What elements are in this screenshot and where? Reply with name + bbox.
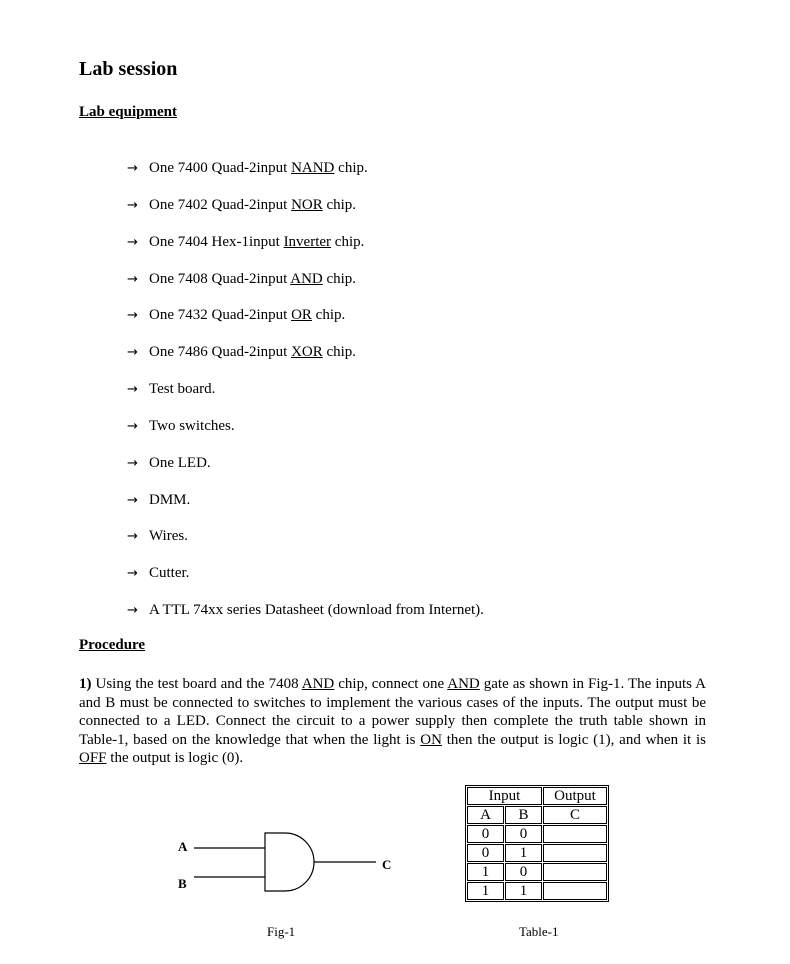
equipment-item-nand: → One 7400 Quad-2input NAND chip. — [127, 156, 484, 193]
figure-caption: Fig-1 — [267, 924, 296, 939]
column-a-header: A — [467, 806, 504, 824]
equipment-item-or: → One 7432 Quad-2input OR chip. — [127, 303, 484, 340]
equipment-item-nor: → One 7402 Quad-2input NOR chip. — [127, 193, 484, 230]
table-row — [467, 844, 607, 862]
arrow-icon: → — [127, 197, 138, 213]
equipment-item-wires: → Wires. — [127, 524, 484, 561]
table-row — [467, 825, 607, 843]
cell-a: 0 — [467, 825, 504, 843]
equipment-list — [127, 156, 484, 635]
arrow-icon: → — [127, 566, 138, 582]
and-gate-figure — [160, 820, 400, 910]
arrow-icon: → — [127, 271, 138, 287]
procedure-heading: Procedure — [79, 637, 146, 653]
equipment-item-datasheet: → A TTL 74xx series Datasheet (download from Internet). — [127, 598, 484, 635]
equipment-item-cutter: → Cutter. — [127, 561, 484, 598]
arrow-icon: → — [127, 418, 138, 434]
table-row — [467, 882, 607, 900]
equipment-item-inverter: → One 7404 Hex-1input Inverter chip. — [127, 230, 484, 267]
arrow-icon: → — [127, 382, 138, 398]
arrow-icon: → — [127, 529, 138, 545]
equipment-item-and: → One 7408 Quad-2input AND chip. — [127, 267, 484, 304]
cell-b: 0 — [505, 825, 542, 843]
arrow-icon: → — [127, 492, 138, 508]
table-row — [467, 863, 607, 881]
arrow-icon: → — [127, 345, 138, 361]
and-gate-symbol — [265, 833, 314, 891]
cell-a: 1 — [467, 863, 504, 881]
cell-b: 1 — [505, 844, 542, 862]
truth-table — [465, 785, 609, 902]
table-caption: Table-1 — [519, 924, 559, 939]
page-title: Lab session — [79, 58, 178, 80]
arrow-icon: → — [127, 308, 138, 324]
column-c-header: C — [543, 806, 607, 824]
arrow-icon: → — [127, 161, 138, 176]
arrow-icon: → — [127, 455, 138, 471]
arrow-icon: → — [127, 234, 138, 250]
cell-a: 0 — [467, 844, 504, 862]
input-group-header: Input — [467, 787, 542, 805]
equipment-item-dmm: → DMM. — [127, 488, 484, 525]
lab-equipment-heading: Lab equipment — [79, 104, 177, 120]
input-b-label: B — [178, 876, 187, 891]
output-c-label: C — [382, 857, 392, 872]
step-number: 1) — [79, 676, 92, 692]
cell-a: 1 — [467, 882, 504, 900]
cell-c[interactable] — [543, 863, 607, 881]
output-group-header: Output — [543, 787, 607, 805]
cell-c[interactable] — [543, 882, 607, 900]
equipment-item-led: → One LED. — [127, 451, 484, 488]
cell-b: 1 — [505, 882, 542, 900]
input-a-label: A — [178, 839, 188, 854]
equipment-item-xor: → One 7486 Quad-2input XOR chip. — [127, 340, 484, 377]
arrow-icon: → — [127, 603, 138, 619]
equipment-item-switches: → Two switches. — [127, 414, 484, 451]
cell-c[interactable] — [543, 825, 607, 843]
procedure-step-1: 1) Using the test board and the 7408 AND chip, connect one AND gate as shown in Fig-1. The inputs A and B must be connected to switches to implement the various cases of the inputs. The output must be connected to a LED. Connect the circuit to a power supply then complete the truth table shown in Table-1, based on the knowledge that when the light is ON then the output is logic (1), and when it is OFF the output is logic (0). — [79, 676, 706, 766]
cell-b: 0 — [505, 863, 542, 881]
cell-c[interactable] — [543, 844, 607, 862]
column-b-header: B — [505, 806, 542, 824]
equipment-item-test-board: → Test board. — [127, 377, 484, 414]
